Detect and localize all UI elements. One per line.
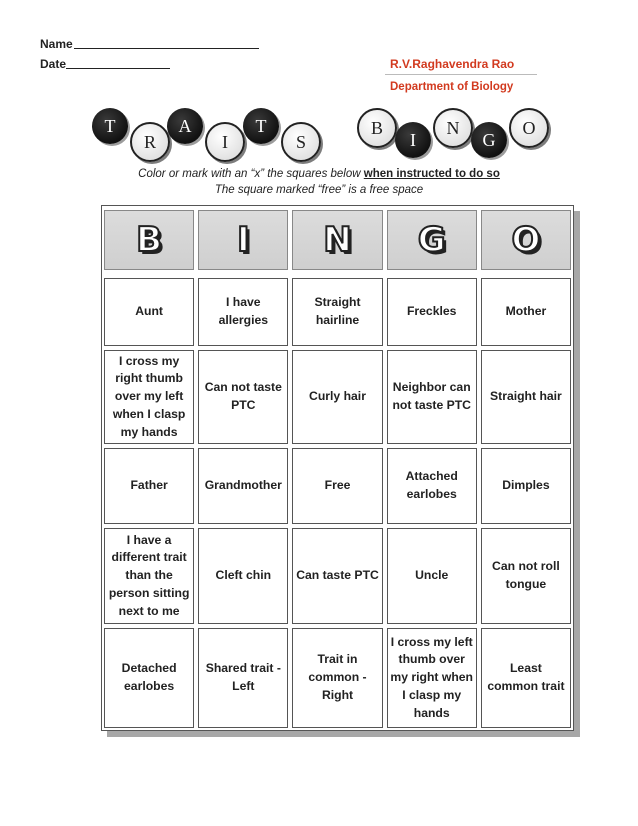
bingo-cell[interactable]: I have a different trait than the person sitting next to me	[104, 528, 194, 624]
bingo-cell[interactable]: I cross my left thumb over my right when I clasp my hands	[387, 628, 477, 728]
bingo-cell[interactable]: Can not roll tongue	[481, 528, 571, 624]
title-letter-tile: O	[509, 108, 549, 148]
bingo-cell[interactable]: Straight hair	[481, 350, 571, 444]
bingo-cell[interactable]: Grandmother	[198, 448, 288, 524]
column-letter: N	[323, 220, 352, 260]
bingo-board	[101, 205, 574, 731]
column-letter: I	[236, 220, 250, 260]
department-name: Department of Biology	[390, 81, 514, 93]
date-line[interactable]	[66, 68, 170, 69]
name-field[interactable]	[40, 37, 73, 51]
bingo-grid	[102, 276, 573, 730]
column-letter: G	[417, 220, 446, 260]
column-header-n	[292, 210, 382, 270]
column-header-b	[104, 210, 194, 270]
bingo-cell[interactable]: Attached earlobes	[387, 448, 477, 524]
title-letter-tile: I	[395, 122, 431, 158]
author-name: R.V.Raghavendra Rao	[390, 57, 515, 71]
name-label: Name	[40, 37, 73, 51]
bingo-cell[interactable]: Shared trait - Left	[198, 628, 288, 728]
bingo-cell[interactable]: Least common trait	[481, 628, 571, 728]
title-letter-tile: A	[167, 108, 203, 144]
bingo-cell[interactable]: Detached earlobes	[104, 628, 194, 728]
title-letter-tile: N	[433, 108, 473, 148]
bingo-cell[interactable]: Free	[292, 448, 382, 524]
bingo-row	[102, 626, 573, 730]
bingo-cell[interactable]: Aunt	[104, 278, 194, 346]
title-letter-tile: R	[130, 122, 170, 162]
author-divider	[385, 74, 537, 75]
bingo-cell[interactable]: Father	[104, 448, 194, 524]
column-header-g	[387, 210, 477, 270]
date-field[interactable]	[40, 57, 66, 71]
date-label: Date	[40, 57, 67, 71]
name-line[interactable]	[74, 48, 259, 49]
bingo-cell[interactable]: Curly hair	[292, 350, 382, 444]
column-letter: O	[511, 220, 541, 260]
column-letter: B	[136, 220, 163, 260]
bingo-cell[interactable]: Trait in common - Right	[292, 628, 382, 728]
column-header-i	[198, 210, 288, 270]
title-letter-tile: S	[281, 122, 321, 162]
bingo-cell[interactable]: I cross my right thumb over my left when I clasp my hands	[104, 350, 194, 444]
bingo-cell[interactable]: Straight hairline	[292, 278, 382, 346]
bingo-cell[interactable]: Mother	[481, 278, 571, 346]
instruction-emphasis: when instructed to do so	[363, 168, 500, 180]
bingo-cell[interactable]: Neighbor can not taste PTC	[387, 350, 477, 444]
bingo-cell[interactable]: Can not taste PTC	[198, 350, 288, 444]
bingo-cell[interactable]: Uncle	[387, 528, 477, 624]
bingo-row	[102, 446, 573, 526]
bingo-row	[102, 348, 573, 446]
bingo-cell[interactable]: Dimples	[481, 448, 571, 524]
bingo-cell[interactable]: Can taste PTC	[292, 528, 382, 624]
title-letter-tile: T	[243, 108, 279, 144]
instruction-line-2: The square marked “free” is a free space	[214, 184, 424, 196]
instruction-text: Color or mark with an “x” the squares below	[138, 168, 361, 180]
title-letter-tile: G	[471, 122, 507, 158]
title-letter-tile: B	[357, 108, 397, 148]
bingo-row	[102, 526, 573, 626]
bingo-cell[interactable]: Cleft chin	[198, 528, 288, 624]
instruction-line-1	[0, 168, 638, 180]
title-letter-tile: I	[205, 122, 245, 162]
bingo-cell[interactable]: I have allergies	[198, 278, 288, 346]
title-letter-tile: T	[92, 108, 128, 144]
bingo-row	[102, 276, 573, 348]
bingo-cell[interactable]: Freckles	[387, 278, 477, 346]
column-header-o	[481, 210, 571, 270]
bingo-header-row	[102, 206, 573, 274]
